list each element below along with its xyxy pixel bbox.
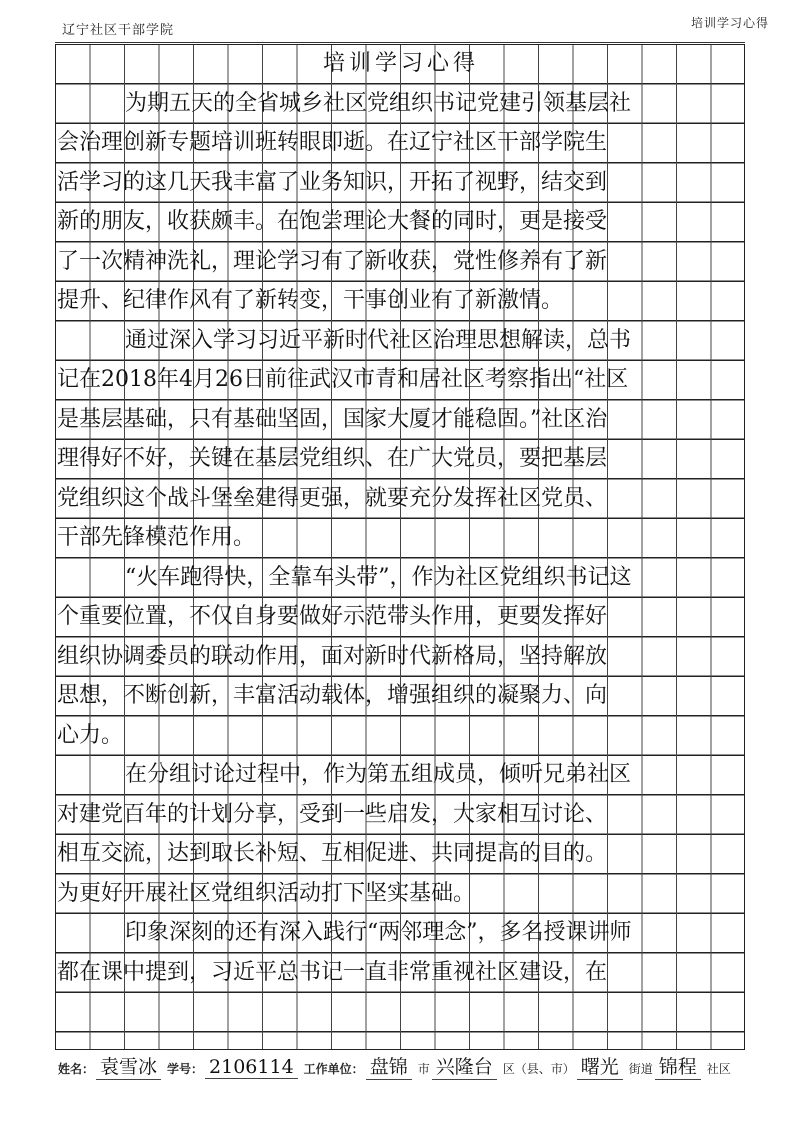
text-line: “火车跑得快，全靠车头带”，作为社区党组织书记这 [125, 564, 632, 590]
text-line: 都在课中提到，习近平总书记一直非常重视社区建设，在 [57, 959, 608, 985]
text-line: 记在2018年4月26日前往武汉市青和居社区考察指出“社区 [57, 367, 629, 392]
city-value: 盘锦 [366, 1052, 412, 1080]
header-divider [55, 42, 745, 43]
text-line: 党组织这个战斗堡垒建得更强，就要充分发挥社区党员、 [57, 485, 608, 511]
text-line: 了一次精神洗礼，理论学习有了新收获，党性修养有了新 [57, 248, 608, 274]
city-suffix: 市 [417, 1062, 430, 1076]
id-label: 学号： [167, 1062, 204, 1076]
text-line: 心力。 [57, 722, 124, 748]
text-line: 活学习的这几天我丰富了业务知识，开拓了视野，结交到 [57, 169, 608, 195]
street-value: 曙光 [577, 1052, 623, 1080]
text-line: 组织协调委员的联动作用，面对新时代新格局，坚持解放 [57, 643, 608, 669]
text-line: 是基层基础，只有基础坚固，国家大厦才能稳固。”社区治 [57, 406, 608, 432]
text-line: 通过深入学习习近平新时代社区治理思想解读，总书 [125, 327, 632, 353]
text-line: 印象深刻的还有深入践行“两邻理念”，多名授课讲师 [125, 920, 632, 945]
district-suffix: 区（县、市） [502, 1062, 575, 1076]
text-line: 个重要位置，不仅自身要做好示范带头作用，更要发挥好 [57, 604, 608, 629]
document-title: 培训学习心得 [322, 51, 479, 76]
district-value: 兴隆台 [432, 1052, 497, 1080]
text-line: 为更好开展社区党组织活动打下坚实基础。 [57, 880, 476, 906]
header-page-label: 培训学习心得 [690, 16, 769, 30]
handwritten-text [55, 44, 745, 992]
name-value: 袁雪冰 [96, 1052, 161, 1080]
text-line: 思想，不断创新，丰富活动载体，增强组织的凝聚力、向 [57, 683, 608, 708]
text-line: 对建党百年的计划分享，受到一些启发，大家相互讨论、 [57, 801, 608, 827]
id-value: 2106114 [205, 1056, 298, 1079]
text-line: 理得好不好，关键在基层党组织、在广大党员，要把基层 [57, 446, 608, 471]
header-school-name: 辽宁社区干部学院 [62, 23, 175, 38]
text-line: 干部先锋模范作用。 [57, 525, 256, 550]
unit-label: 工作单位： [303, 1062, 364, 1076]
name-label: 姓名： [58, 1062, 95, 1076]
text-line: 提升、纪律作风有了新转变，干事创业有了新激情。 [57, 288, 564, 313]
text-line: 为期五天的全省城乡社区党组织书记党建引领基层社 [125, 90, 632, 116]
text-line: 相互交流，达到取长补短、互相促进、共同提高的目的。 [57, 841, 608, 866]
student-info-footer [58, 1052, 748, 1080]
text-line: 会治理创新专题培训班转眼即逝。在辽宁社区干部学院生 [57, 130, 608, 155]
community-value: 锦程 [655, 1052, 701, 1080]
street-suffix: 街道 [628, 1062, 653, 1076]
community-suffix: 社区 [706, 1062, 731, 1076]
text-line: 在分组讨论过程中，作为第五组成员，倾听兄弟社区 [125, 762, 632, 787]
text-line: 新的朋友，收获颇丰。在饱尝理论大餐的同时，更是接受 [57, 209, 608, 234]
